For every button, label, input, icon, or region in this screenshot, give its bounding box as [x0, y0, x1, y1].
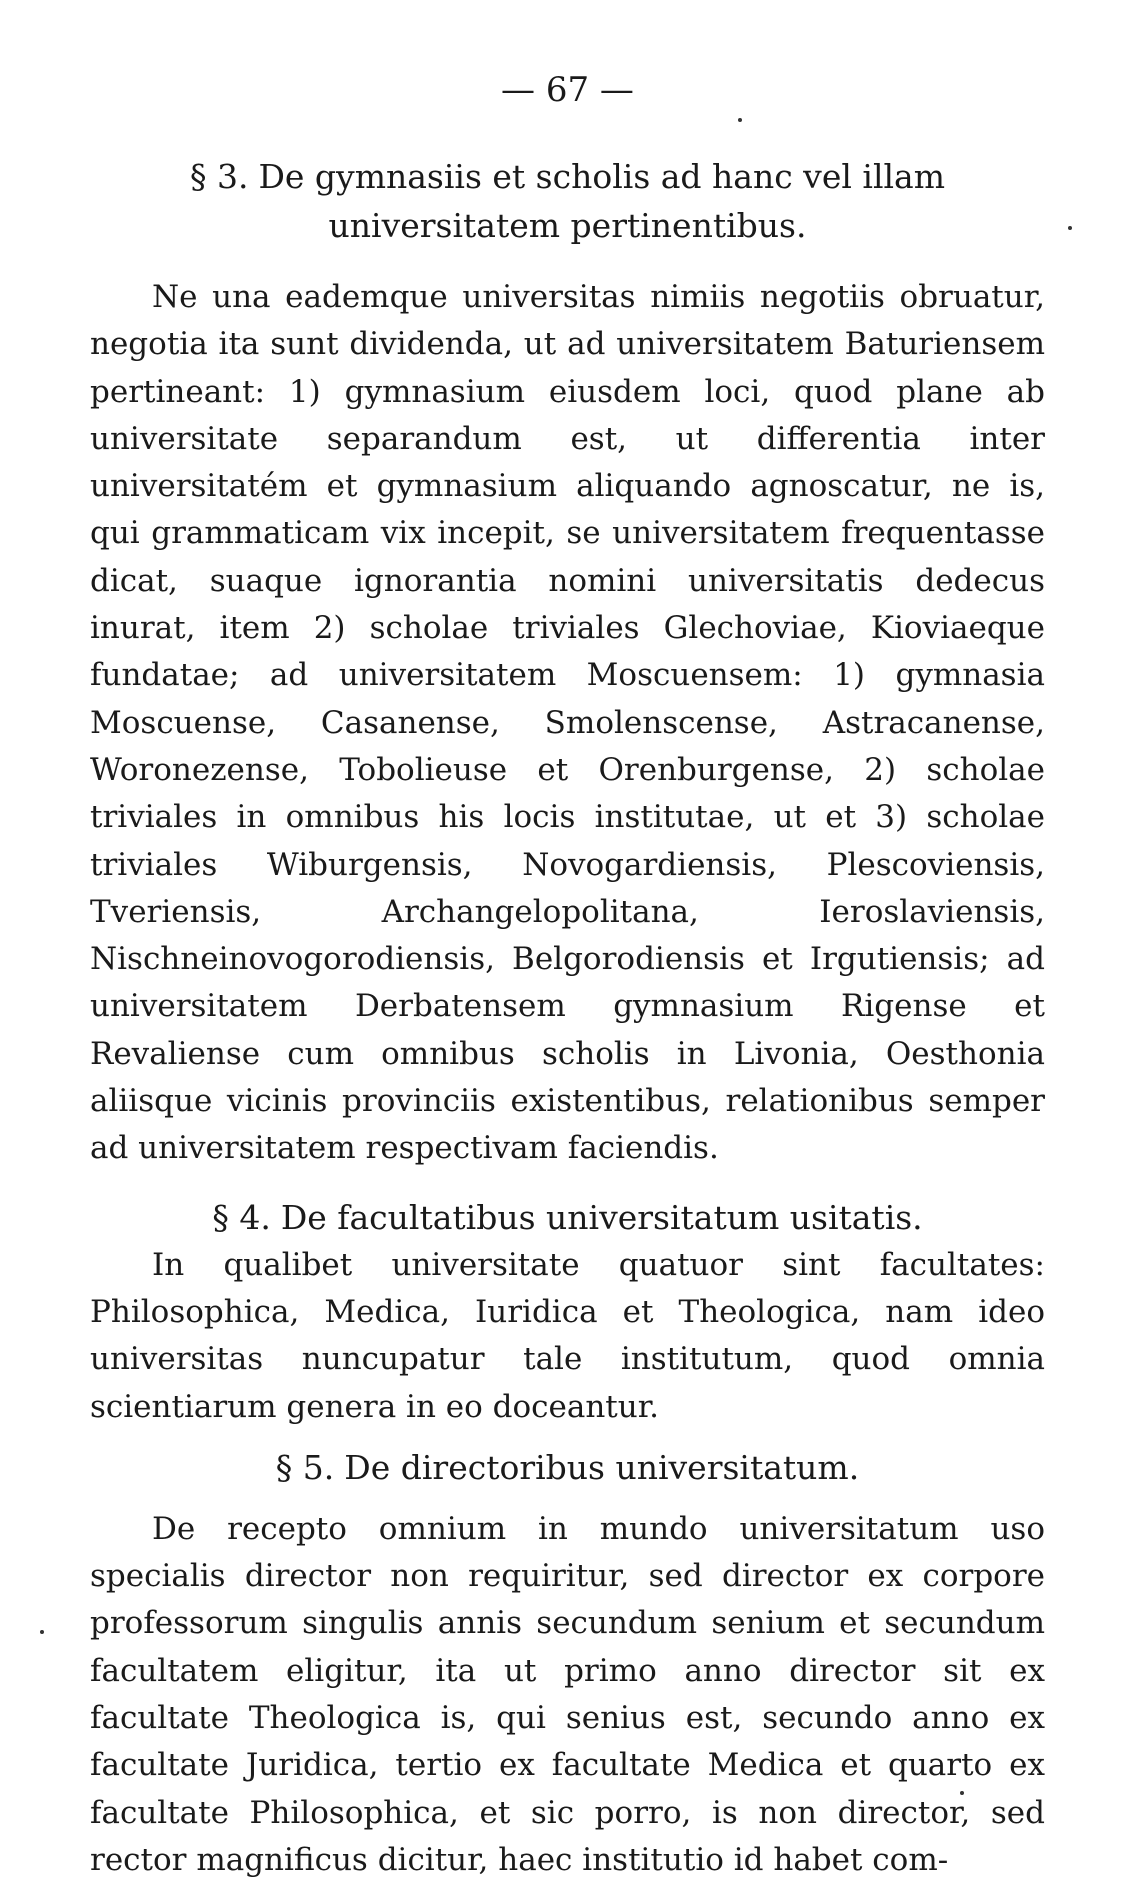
section-4-mark: § 4. [212, 1197, 271, 1237]
page-number: — 67 — [501, 70, 634, 110]
book-page [90, 62, 1045, 1884]
section-4-title: De facultatibus universitatum usitatis. [280, 1197, 923, 1237]
section-3-mark: § 3. [189, 157, 249, 196]
print-speck [40, 1630, 44, 1634]
print-speck [1068, 226, 1072, 230]
section-4-heading [90, 1193, 1045, 1242]
section-5-paragraph: De recepto omnium in mundo universitatum uso specialis director non requiritur, sed director ex corpore professorum singulis annis secundum senium et secundum facultatem eligitur, ita ut primo anno director sit ex facultate Theologica is, qui senius est, secundo anno ex facultate Juridica, tertio ex facultate Medica et quarto ex facultate Philosophica, et sic porro, is non director, sed rector magnificus dicitur, haec institutio id habet com- [90, 1510, 1045, 1878]
print-speck [960, 1791, 964, 1795]
section-3-heading [90, 152, 1045, 250]
section-3-paragraph: Ne una eademque universitas nimiis negotiis obruatur, negotia ita sunt dividenda, ut ad universitatem Baturiensem pertineant: 1) gymnasium eiusdem loci, quod plane ab universitate separandum est, ut differentia inter universitatém et gymnasium aliquando agnoscatur, ne is, qui grammaticam vix incepit, se universitatem frequentasse dicat, suaque ignorantia nomini universitatis dedecus inurat, item 2) scholae triviales Glechoviae, Kioviaeque fundatae; ad universitatem Moscuensem: 1) gymnasia Moscuense, Casanense, Smolenscense, Astracanense, Woronezense, Tobolieuse et Orenburgense, 2) scholae triviales in omnibus his locis institutae, ut et 3) scholae triviales Wiburgensis, Novogardiensis, Plescoviensis, Tveriensis, Archangelopolitana, Ieroslaviensis, Nischneinovogorodiensis, Belgorodiensis et Irgutiensis; ad universitatem Derbatensem gymnasium Rigense et Revaliense cum omnibus scholis in Livonia, Oesthonia aliisque vicinis provinciis existentibus, relationibus semper ad universitatem respectivam faciendis. [90, 279, 1045, 1167]
print-speck [738, 118, 742, 122]
section-3-title: De gymnasiis et scholis ad hanc vel illam universitatem pertinentibus. [258, 157, 946, 245]
section-5-heading [90, 1443, 1045, 1492]
section-4-paragraph: In qualibet universitate quatuor sint facultates: Philosophica, Medica, Iuridica et Theologica, nam ideo universitas nuncupatur tale institutum, quod omnia scientiarum genera in eo doceantur. [90, 1246, 1045, 1425]
section-5-title: De directoribus universitatum. [344, 1447, 860, 1487]
section-5-mark: § 5. [275, 1447, 335, 1487]
